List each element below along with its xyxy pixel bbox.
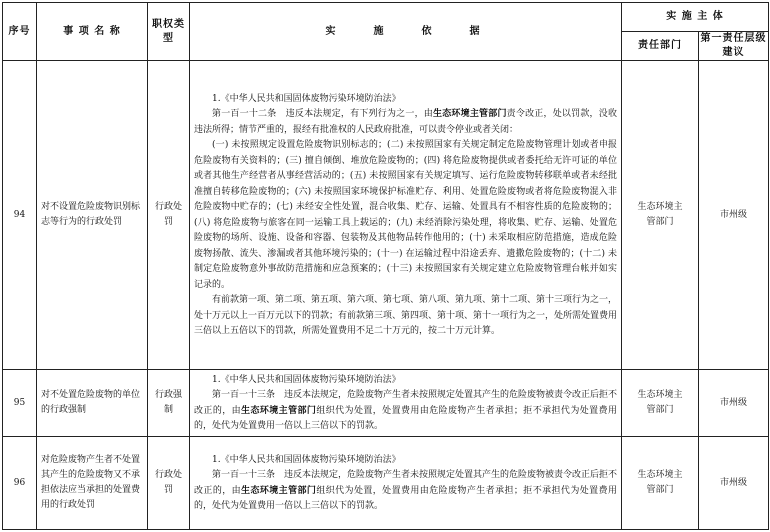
row-dept: 生态环境主管部门 [622,370,699,437]
header-subject: 实 施 主 体 [622,3,769,32]
row-level: 市州级 [699,437,769,530]
row-item-name: 对危险废物产生者不处置其产生的危险废物又不承担依法应当承担的处置费用的行政处罚 [37,437,148,530]
table-row [3,61,769,370]
header-dept: 责任部门 [622,32,699,61]
basis-penalty: 有前款第一项、第二项、第五项、第六项、第七项、第八项、第九项、第十二项、第十三项行为之一，处十万元以上一百万元以下的罚款；有前款第三项、第四项、第十项、第十一项行为之一，处所需处置费用三倍以上五倍以下的罚款，所需处置费用不足二十万元的，按二十万元计算。 [194,295,618,336]
row-power-type: 行政强制 [148,370,190,437]
row-dept: 生态环境主管部门 [622,61,699,370]
header-level: 第一责任层级建议 [699,32,769,61]
responsible-dept-highlight: 生态环境主管部门 [433,109,507,119]
basis-law: 1.《中华人民共和国固体废物污染环境防治法》 [212,93,401,104]
row-seq: 94 [3,61,37,370]
row-basis [190,61,622,370]
basis-law: 1.《中华人民共和国固体废物污染环境防治法》 [212,454,401,465]
row-level: 市州级 [699,61,769,370]
row-power-type: 行政处罚 [148,61,190,370]
row-item-name: 对不设置危险废物识别标志等行为的行政处罚 [37,61,148,370]
row-seq: 96 [3,437,37,530]
responsible-dept-highlight: 生态环境主管部门 [241,485,317,496]
responsible-dept-highlight: 生态环境主管部门 [241,405,317,416]
header-item-name: 事 项 名 称 [37,3,148,61]
row-seq: 95 [3,370,37,437]
table-row [3,437,769,530]
row-power-type: 行政处罚 [148,437,190,530]
row-item-name: 对不处置危险废物的单位的行政强制 [37,370,148,437]
row-basis [190,437,622,530]
row-basis [190,370,622,437]
basis-items: (一) 未按照规定设置危险废物识别标志的；(二) 未按照国家有关规定制定危险废物管理计划或者申报危险废物有关资料的；(三) 擅自倾倒、堆放危险废物的；(四) 将危险废物提供或者委托给无许可证的单位或者其他生产经营者从事经营活动的；(五) 未按照国家有关规定填写、运行危险废物转移联单或者未经批准擅自转移危险废物的；(六) 未按照国家环境保护标准贮存、利用、处置危险废物或者将危险废物混入非危险废物中贮存的；(七) 未经安全性处置，混合收集、贮存、运输、处置具有不相容性质的危险废物的；(八) 将危险废物与旅客在同一运输工具上载运的；(九) 未经消除污染处理，将收集、贮存、运输、处置危险废物的场所、设施、设备和容器、包装物及其他物品转作他用的；(十) 未采取相应防范措施，造成危险废物扬散、流失、渗漏或者其他环境污染的；(十一) 在运输过程中沿途丢弃、遗撒危险废物的；(十二) 未制定危险废物意外事故防范措施和应急预案的；(十三) 未按照国家有关规定建立危险废物管理台帐并如实记录的。 [194,140,617,290]
basis-article: 第一百一十三条 违反本法规定，危险废物产生者未按照规定处置其产生的危险废物被责令改正后拒不改正的，由生态环境主管部门组织代为处置，处置费用由危险废物产生者承担；拒不承担代为处置费用的，处代为处置费用一倍以上三倍以下的罚款。 [194,390,618,431]
power-list-table [2,2,769,530]
header-power-type: 职权类型 [148,3,190,61]
row-dept: 生态环境主管部门 [622,437,699,530]
basis-law: 1.《中华人民共和国固体废物污染环境防治法》 [212,374,401,385]
header-seq: 序号 [3,3,37,61]
basis-article: 第一百一十三条 违反本法规定，危险废物产生者未按照规定处置其产生的危险废物被责令改正后拒不改正的，由生态环境主管部门组织代为处置，处置费用由危险废物产生者承担；拒不承担代为处置费用的，处代为处置费用一倍以上三倍以下的罚款。 [194,470,618,511]
table-row [3,370,769,437]
basis-article: 第一百一十二条 违反本法规定，有下列行为之一，由生态环境主管部门责令改正，处以罚款，没收违法所得；情节严重的，报经有批准权的人民政府批准，可以责令停业或者关闭： [194,109,617,135]
header-basis: 实 施 依 据 [190,3,622,61]
row-level: 市州级 [699,370,769,437]
